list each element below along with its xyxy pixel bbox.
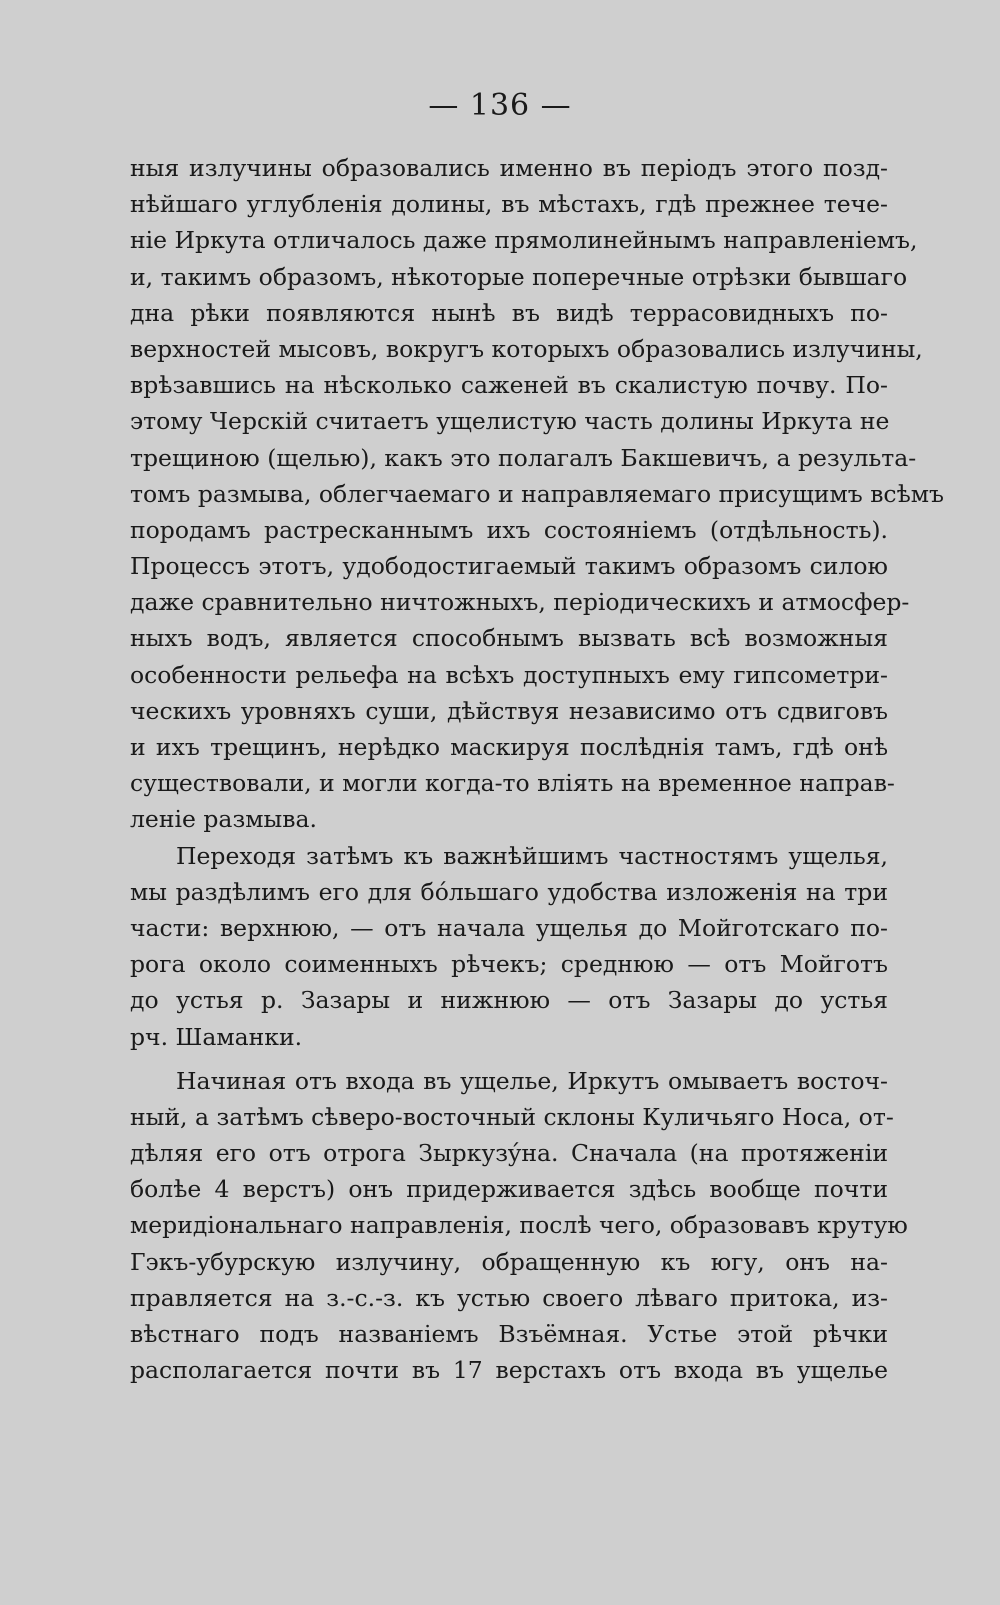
text-line: вѣстнаго подъ названіемъ Взъёмная. Устье этой рѣчки (130, 1320, 888, 1348)
text-line: дѣляя его отъ отрога Зыркузýна. Сначала (на протяженіи (130, 1139, 888, 1168)
text-line: ный, а затѣмъ сѣверо-восточный склоны Куличьяго Носа, от- (130, 1102, 894, 1131)
paragraph-spacer (130, 1055, 888, 1063)
text-line: ныхъ водъ, является способнымъ вызвать всѣ возможныя (130, 624, 888, 653)
paragraph-1 (130, 150, 944, 838)
text-line: этому Черскій считаетъ ущелистую часть долины Иркута не (130, 407, 890, 436)
text-line: ныя излучины образовались именно въ періодъ этого позд- (130, 154, 888, 182)
text-line: породамъ растресканнымъ ихъ состояніемъ (отдѣльность). (130, 515, 888, 544)
text-line: располагается почти въ 17 верстахъ отъ входа въ ущелье (130, 1356, 888, 1385)
text-line: Переходя затѣмъ къ важнѣйшимъ частностямъ ущелья, (176, 841, 888, 870)
paragraph-2 (130, 838, 888, 1055)
text-line: рч. Шаманки. (130, 1022, 303, 1051)
text-line: рога около соименныхъ рѣчекъ; среднюю — отъ Мойготъ (130, 950, 888, 979)
text-line: существовали, и могли когда-то вліять на временное направ- (130, 769, 895, 798)
text-line: леніе размыва. (130, 805, 317, 834)
text-line: части: верхнюю, — отъ начала ущелья до Мойготскаго по- (130, 913, 888, 942)
text-line: Начиная отъ входа въ ущелье, Иркутъ омываетъ восточ- (176, 1066, 888, 1095)
text-line: мы раздѣлимъ его для бóльшаго удобства изложенія на три (130, 877, 888, 906)
text-line: правляется на з.-с.-з. къ устью своего лѣваго притока, из- (130, 1283, 888, 1312)
text-line: и ихъ трещинъ, нерѣдко маскируя послѣднія тамъ, гдѣ онѣ (130, 733, 888, 761)
body-text (130, 150, 944, 1388)
text-line: болѣе 4 верстъ) онъ придерживается здѣсь вообще почти (130, 1175, 888, 1204)
text-line: ческихъ уровняхъ суши, дѣйствуя независимо отъ сдвиговъ (130, 696, 888, 725)
text-line: нѣйшаго углубленія долины, въ мѣстахъ, гдѣ прежнее тече- (130, 190, 888, 219)
text-line: ніе Иркута отличалось даже прямолинейнымъ направленіемъ, (130, 226, 918, 255)
text-line: томъ размыва, облегчаемаго и направляемаго присущимъ всѣмъ (130, 479, 944, 508)
text-line: особенности рельефа на всѣхъ доступныхъ ему гипсометри- (130, 660, 888, 689)
text-line: меридіональнаго направленія, послѣ чего, образовавъ крутую (130, 1211, 908, 1240)
text-line: верхностей мысовъ, вокругъ которыхъ образовались излучины, (130, 334, 923, 363)
page-number: — 136 — (428, 88, 572, 123)
paragraph-3 (130, 1063, 908, 1389)
text-line: даже сравнительно ничтожныхъ, періодическихъ и атмосфер- (130, 588, 910, 617)
text-line: врѣзавшись на нѣсколько саженей въ скалистую почву. По- (130, 371, 888, 400)
text-line: и, такимъ образомъ, нѣкоторые поперечные отрѣзки бывшаго (130, 262, 908, 291)
text-line: дна рѣки появляются нынѣ въ видѣ террасовидныхъ по- (130, 298, 888, 327)
text-line: Гэкъ-убурскую излучину, обращенную къ югу, онъ на- (130, 1247, 888, 1276)
text-line: Процессъ этотъ, удободостигаемый такимъ образомъ силою (130, 552, 888, 581)
text-line: до устья р. Зазары и нижнюю — отъ Зазары до устья (130, 986, 888, 1015)
text-line: трещиною (щелью), какъ это полагалъ Бакшевичъ, а результа- (130, 443, 917, 472)
